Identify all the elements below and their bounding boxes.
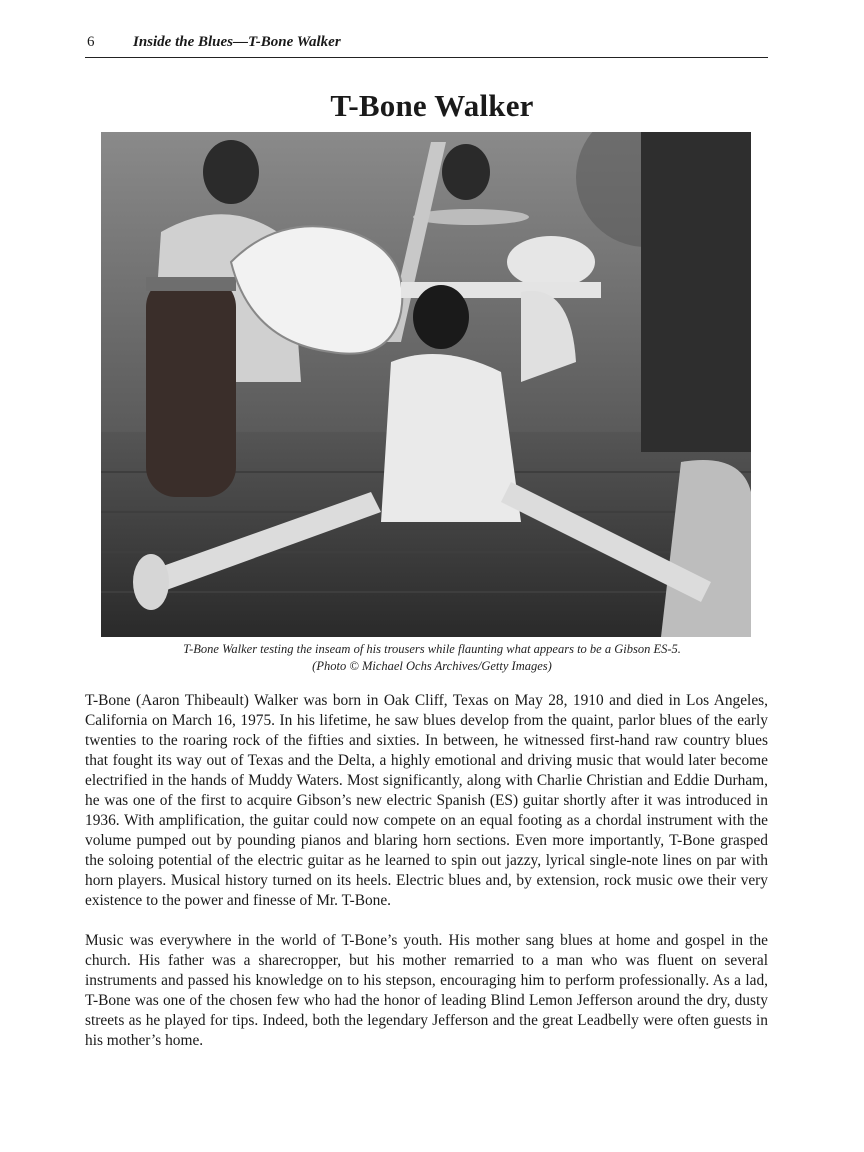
photo-t-bone-walker	[101, 132, 751, 637]
page-title: T-Bone Walker	[330, 88, 534, 123]
paragraph-2: Music was everywhere in the world of T-Bone’s youth. His mother sang blues at home and gospel in the church. His father was a sharecropper, but his mother remarried to a man who was fluent on several instruments and passed his knowledge on to his stepson, encouraging him to perform professionally. As a lad, T-Bone was one of the chosen few who had the honor of leading Blind Lemon Jefferson around the dry, dusty streets as he played for tips. Indeed, both the legendary Jefferson and the great Leadbelly were often guests in his mother’s home.	[85, 932, 768, 1049]
page-number: 6	[87, 34, 95, 50]
caption-line-1: T-Bone Walker testing the inseam of his trousers while flaunting what appears to be a Gibson ES-5.	[183, 642, 681, 656]
photo-caption	[80, 641, 784, 675]
paragraph-1: T-Bone (Aaron Thibeault) Walker was born in Oak Cliff, Texas on May 28, 1910 and died in Los Angeles, California on March 16, 1975. In his lifetime, he saw blues develop from the quaint, parlor blues of the early twenties to the roaring rock of the fifties and sixties. In between, he witnessed first-hand raw country blues that fought its way out of Texas and the Delta, a highly emotional and driving music that would later become electrified in the hands of Muddy Waters. Most significantly, along with Charlie Christian and Eddie Durham, he was one of the first to acquire Gibson’s new electric Spanish (ES) guitar shortly after it was introduced in 1936. With amplification, the guitar could now compete on an equal footing as a chordal instrument with the volume pumped out by pounding pianos and blaring horn sections. Even more importantly, T-Bone grasped the soloing potential of the electric guitar as he learned to spin out jazzy, lyrical single-note lines on par with horn players. Musical history turned on its heels. Electric blues and, by extension, rock music owe their very existence to the power and finesse of Mr. T-Bone.	[85, 692, 768, 909]
article-body	[85, 691, 768, 1071]
photo-illustration	[101, 132, 751, 637]
running-header	[85, 31, 768, 58]
caption-line-2: (Photo © Michael Ochs Archives/Getty Images)	[312, 659, 552, 673]
book-title: Inside the Blues—T-Bone Walker	[133, 34, 341, 50]
